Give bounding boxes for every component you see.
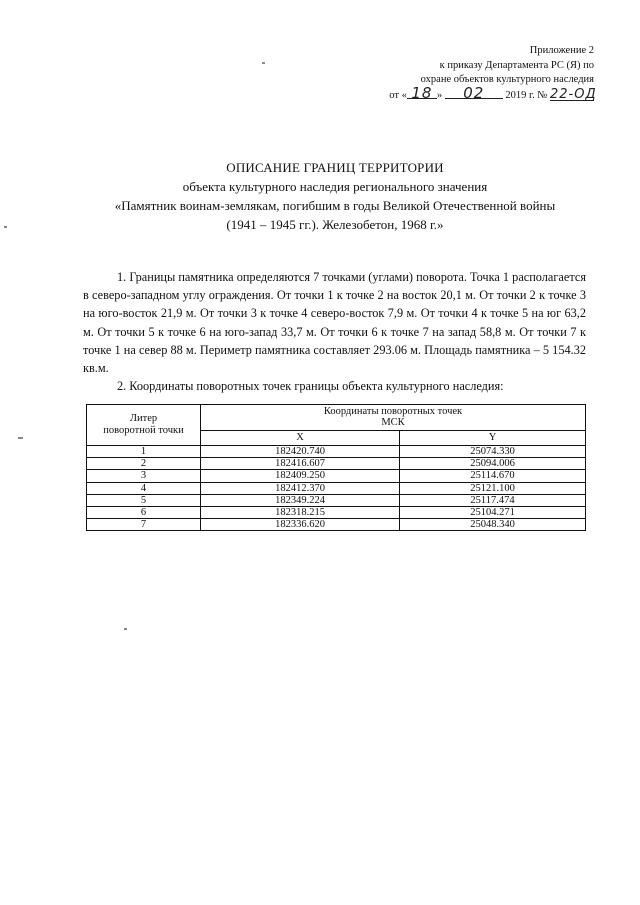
document-body <box>83 268 586 395</box>
table-row <box>87 507 586 519</box>
cell-x: 182412.370 <box>201 482 400 494</box>
order-number-handwritten: 22-ОД <box>550 86 597 102</box>
date-month-handwritten: 02 <box>445 88 503 99</box>
header-point-line1: Литер <box>129 413 158 424</box>
header-coordinates-group <box>201 405 586 431</box>
title-heading: ОПИСАНИЕ ГРАНИЦ ТЕРРИТОРИИ <box>226 160 444 175</box>
header-point-line2: поворотной точки <box>103 425 184 436</box>
date-day-handwritten: 18 <box>407 88 437 99</box>
scan-speck <box>4 226 7 228</box>
date-prefix: от « <box>389 89 407 101</box>
cell-x: 182409.250 <box>201 470 400 482</box>
cell-x: 182336.620 <box>201 519 400 531</box>
attachment-number: Приложение 2 <box>529 45 594 56</box>
document-title <box>80 158 590 234</box>
paragraph-coordinates-intro: 2. Координаты поворотных точек границы объекта культурного наследия: <box>117 379 504 394</box>
table-row <box>87 446 586 458</box>
table-row <box>87 494 586 506</box>
table-row <box>87 482 586 494</box>
title-subline-2: «Памятник воинам-землякам, погибшим в годы Великой Отечественной войны <box>114 198 556 213</box>
cell-y: 25104.271 <box>400 507 586 519</box>
cell-point: 2 <box>87 458 201 470</box>
cell-x: 182420.740 <box>201 446 400 458</box>
date-year: 2019 г. № <box>505 89 548 101</box>
title-subline-1: объекта культурного наследия регионального значения <box>182 179 488 194</box>
cell-point: 4 <box>87 482 201 494</box>
coordinates-table <box>86 404 586 531</box>
table-row <box>87 519 586 531</box>
cell-point: 6 <box>87 507 201 519</box>
cell-point: 5 <box>87 494 201 506</box>
date-sep: » <box>436 89 443 101</box>
cell-y: 25121.100 <box>400 482 586 494</box>
scan-speck <box>262 62 265 64</box>
table-row <box>87 470 586 482</box>
attachment-order-ref: к приказу Департамента РС (Я) по <box>439 59 594 71</box>
header-group-line1: Координаты поворотных точек <box>323 406 463 418</box>
header-y: Y <box>400 430 586 445</box>
cell-x: 182416.607 <box>201 458 400 470</box>
cell-x: 182349.224 <box>201 494 400 506</box>
scan-speck <box>124 628 127 630</box>
cell-y: 25114.670 <box>400 470 586 482</box>
cell-x: 182318.215 <box>201 507 400 519</box>
cell-y: 25117.474 <box>400 494 586 506</box>
cell-y: 25074.330 <box>400 446 586 458</box>
attachment-date-line <box>384 83 597 104</box>
header-group-line2: МСК <box>381 417 405 429</box>
paragraph-boundaries: 1. Границы памятника определяются 7 точками (углами) поворота. Точка 1 располагается в северо-западном углу ограждения. От точки 1 к точке 2 на восток 20,1 м. От точки 2 к точке 3 на юго-восток 21,9 м. От точки 3 к точке 4 северо-восток 7,9 м. От точки 4 к точке 5 на юг 63,2 м. От точки 5 к точке 6 на юго-запад 33,7 м. От точки 6 к точке 7 на запад 58,8 м. От точки 7 к точке 1 на север 88 м. Периметр памятника составляет 293.06 м. Площадь памятника – 5 154.32 кв.м. <box>83 270 586 376</box>
cell-point: 1 <box>87 446 201 458</box>
attachment-header <box>384 44 597 103</box>
cell-point: 3 <box>87 470 201 482</box>
title-subline-3: (1941 – 1945 гг.). Железобетон, 1968 г.» <box>226 217 444 232</box>
cell-point: 7 <box>87 519 201 531</box>
header-x: X <box>201 430 400 445</box>
scan-speck <box>18 437 23 439</box>
table-row <box>87 458 586 470</box>
attachment-department: охране объектов культурного наследия <box>420 74 594 85</box>
header-point-literal <box>87 405 201 446</box>
cell-y: 25094.006 <box>400 458 586 470</box>
cell-y: 25048.340 <box>400 519 586 531</box>
